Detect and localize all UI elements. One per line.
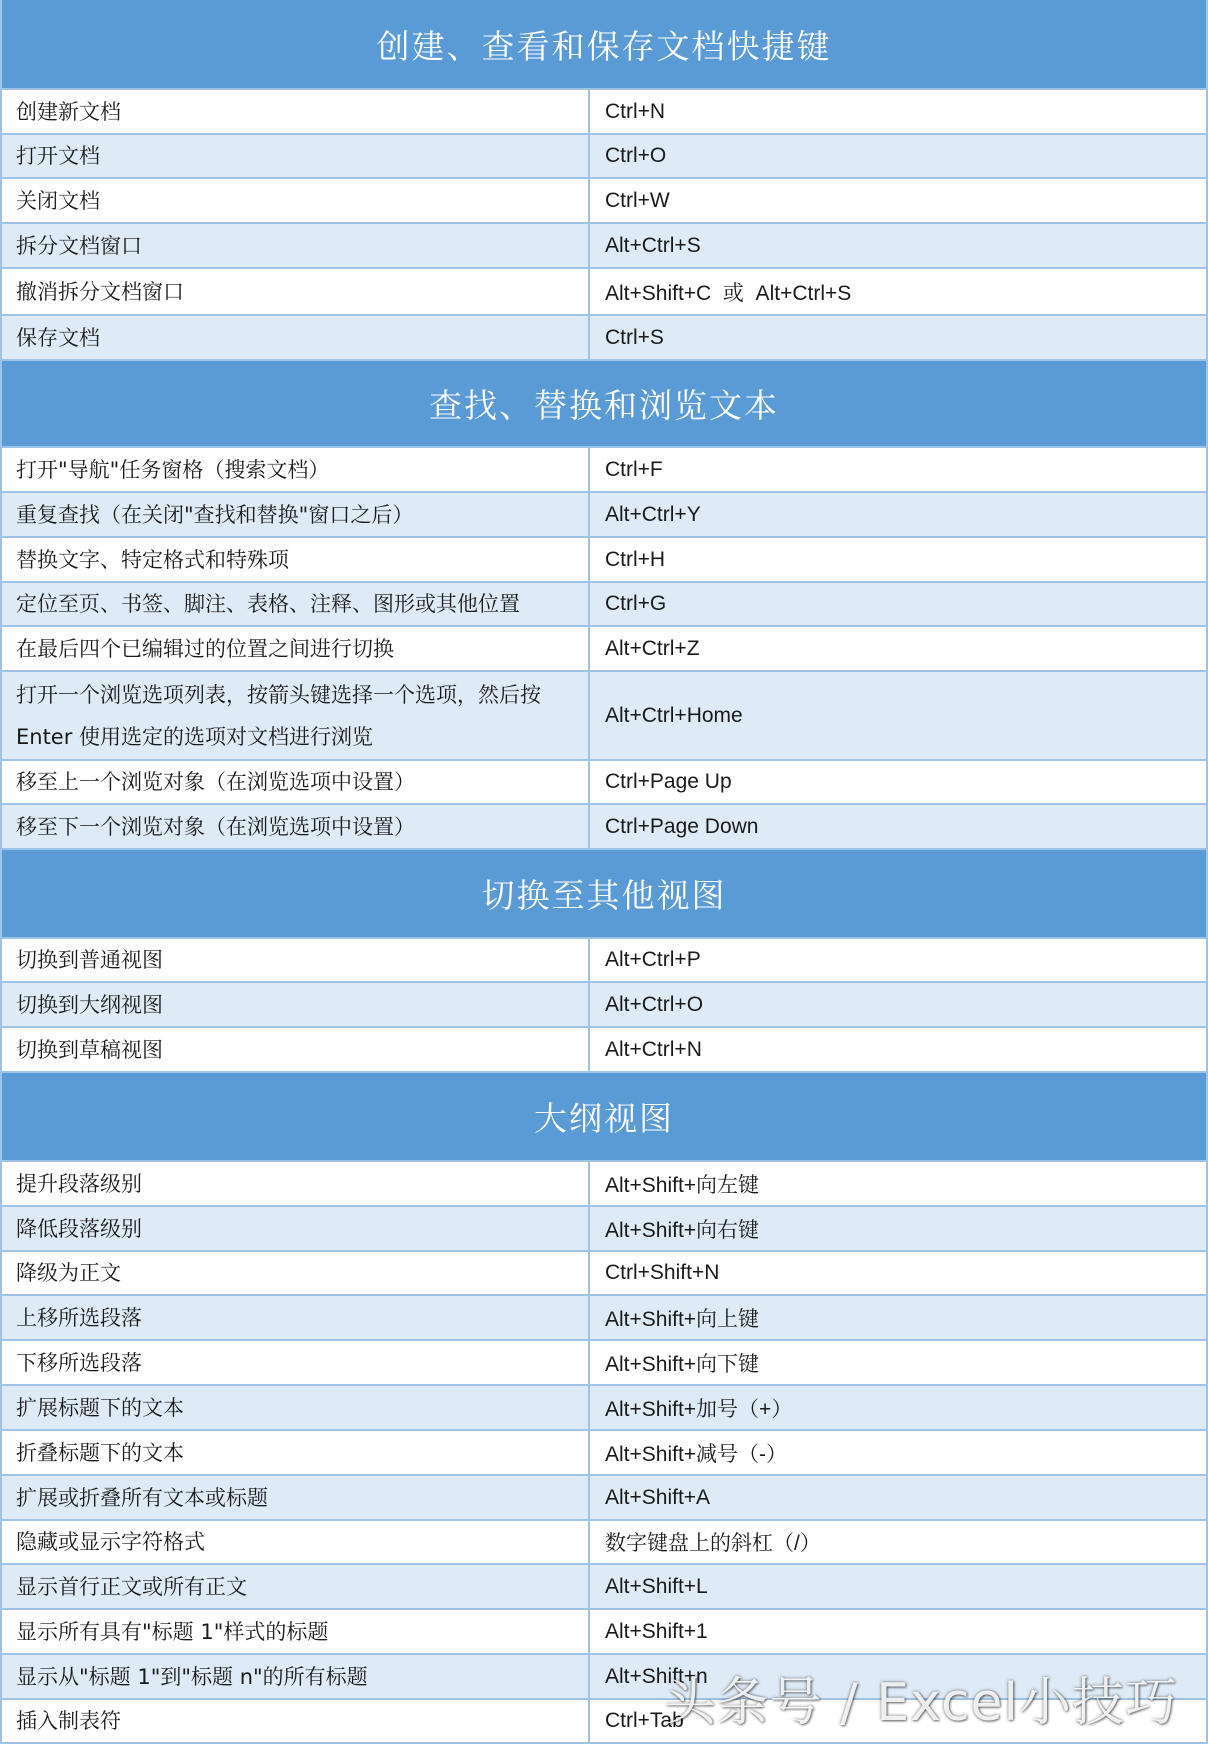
shortcut-cell: Alt+Shift+加号（+） [605,1397,793,1421]
shortcut-cell: Ctrl+Page Down [605,814,759,838]
table-row [0,1565,1208,1610]
action-cell: 显示所有具有"标题 1"样式的标题 [0,1610,590,1653]
table-row [0,1431,1208,1476]
shortcut-cell: Ctrl+O [605,144,667,167]
action-cell: 切换到草稿视图 [0,1028,590,1071]
action-cell: 提升段落级别 [0,1162,590,1205]
table-row [0,135,1208,179]
section-header: 切换至其他视图 [0,850,1208,939]
shortcut-cell: Alt+Shift+C 或 Alt+Ctrl+S [605,281,852,305]
shortcut-cell: Alt+Shift+向上键 [605,1307,760,1331]
table-row [0,493,1208,538]
action-cell: 下移所选段落 [0,1341,590,1384]
action-cell: 保存文档 [0,316,590,359]
action-cell: 插入制表符 [0,1700,590,1742]
shortcut-cell: Alt+Ctrl+O [605,992,704,1016]
table-row [0,179,1208,224]
action-cell: 扩展或折叠所有文本或标题 [0,1476,590,1519]
table-row [0,672,1208,761]
action-cell: 切换到普通视图 [0,939,590,981]
action-cell: 折叠标题下的文本 [0,1431,590,1474]
table-row [0,1252,1208,1296]
table-row [0,761,1208,805]
shortcut-cell: Ctrl+Tab [605,1709,684,1732]
shortcut-cell: Alt+Shift+向下键 [605,1352,760,1376]
table-row [0,90,1208,135]
table-row [0,627,1208,672]
shortcut-cell: Alt+Ctrl+P [605,948,701,971]
shortcut-cell: Alt+Shift+n [605,1664,708,1688]
table-row [0,538,1208,583]
action-cell: 降低段落级别 [0,1207,590,1250]
table-row [0,269,1208,316]
action-cell: 替换文字、特定格式和特殊项 [0,538,590,581]
action-cell: 关闭文档 [0,179,590,222]
shortcut-cell: Alt+Ctrl+S [605,233,701,257]
table-row [0,1296,1208,1341]
shortcut-cell: Alt+Shift+L [605,1574,708,1598]
action-cell: 移至下一个浏览对象（在浏览选项中设置） [0,805,590,848]
shortcut-cell: Ctrl+H [605,547,666,571]
action-cell: 打开文档 [0,135,590,177]
table-row [0,1028,1208,1073]
action-cell: 隐藏或显示字符格式 [0,1521,590,1563]
action-cell: 显示首行正文或所有正文 [0,1565,590,1608]
table-row [0,1207,1208,1252]
shortcut-cell: Ctrl+N [605,99,666,123]
shortcut-cell: Ctrl+W [605,188,670,212]
table-row [0,1341,1208,1386]
shortcut-cell: Ctrl+Page Up [605,770,732,793]
action-cell: 撤消拆分文档窗口 [0,269,590,314]
action-cell: 创建新文档 [0,90,590,133]
shortcut-cell: Ctrl+S [605,325,664,349]
action-cell: 重复查找（在关闭"查找和替换"窗口之后） [0,493,590,536]
table-row [0,1700,1208,1744]
action-cell: 显示从"标题 1"到"标题 n"的所有标题 [0,1655,590,1698]
table-row [0,448,1208,493]
action-cell: 打开"导航"任务窗格（搜索文档） [0,448,590,491]
shortcut-cell: Ctrl+F [605,457,663,481]
table-row [0,939,1208,983]
table-row [0,1476,1208,1521]
action-cell: 上移所选段落 [0,1296,590,1339]
action-cell: 降级为正文 [0,1252,590,1294]
action-cell: 在最后四个已编辑过的位置之间进行切换 [0,627,590,670]
table-row [0,224,1208,269]
action-cell: 切换到大纲视图 [0,983,590,1026]
shortcut-cell: 数字键盘上的斜杠（/） [605,1532,821,1555]
table-row [0,316,1208,361]
shortcut-cell: Alt+Shift+向右键 [605,1218,760,1242]
table-row [0,1162,1208,1207]
action-cell: 拆分文档窗口 [0,224,590,267]
table-row [0,1655,1208,1700]
shortcut-cell: Alt+Shift+向左键 [605,1173,760,1197]
shortcut-cell: Alt+Shift+A [605,1485,711,1509]
section-header: 创建、查看和保存文档快捷键 [0,0,1208,90]
table-border-left [0,0,2,1744]
section-header: 查找、替换和浏览文本 [0,361,1208,448]
table-row [0,1521,1208,1565]
action-cell: 定位至页、书签、脚注、表格、注释、图形或其他位置 [0,583,590,625]
shortcut-cell: Ctrl+Shift+N [605,1261,720,1284]
shortcut-cell: Alt+Ctrl+N [605,1037,702,1061]
shortcut-cell: Ctrl+G [605,592,667,615]
shortcut-cell: Alt+Ctrl+Z [605,636,700,660]
table-row [0,983,1208,1028]
action-cell: 打开一个浏览选项列表，按箭头键选择一个选项，然后按 Enter 使用选定的选项对文档进行浏览 [0,672,590,759]
shortcut-cell: Alt+Ctrl+Y [605,502,701,526]
table-row [0,1610,1208,1655]
shortcut-cell: Alt+Shift+1 [605,1619,708,1643]
action-cell: 移至上一个浏览对象（在浏览选项中设置） [0,761,590,803]
section-header: 大纲视图 [0,1073,1208,1162]
action-cell: 扩展标题下的文本 [0,1386,590,1429]
watermark: 头条号 / Excel小技巧 [663,1673,1178,1733]
table-row [0,805,1208,850]
shortcut-cell: Alt+Ctrl+Home [605,703,743,727]
table-row [0,1386,1208,1431]
shortcut-cell: Alt+Shift+减号（-） [605,1442,788,1466]
table-row [0,583,1208,627]
